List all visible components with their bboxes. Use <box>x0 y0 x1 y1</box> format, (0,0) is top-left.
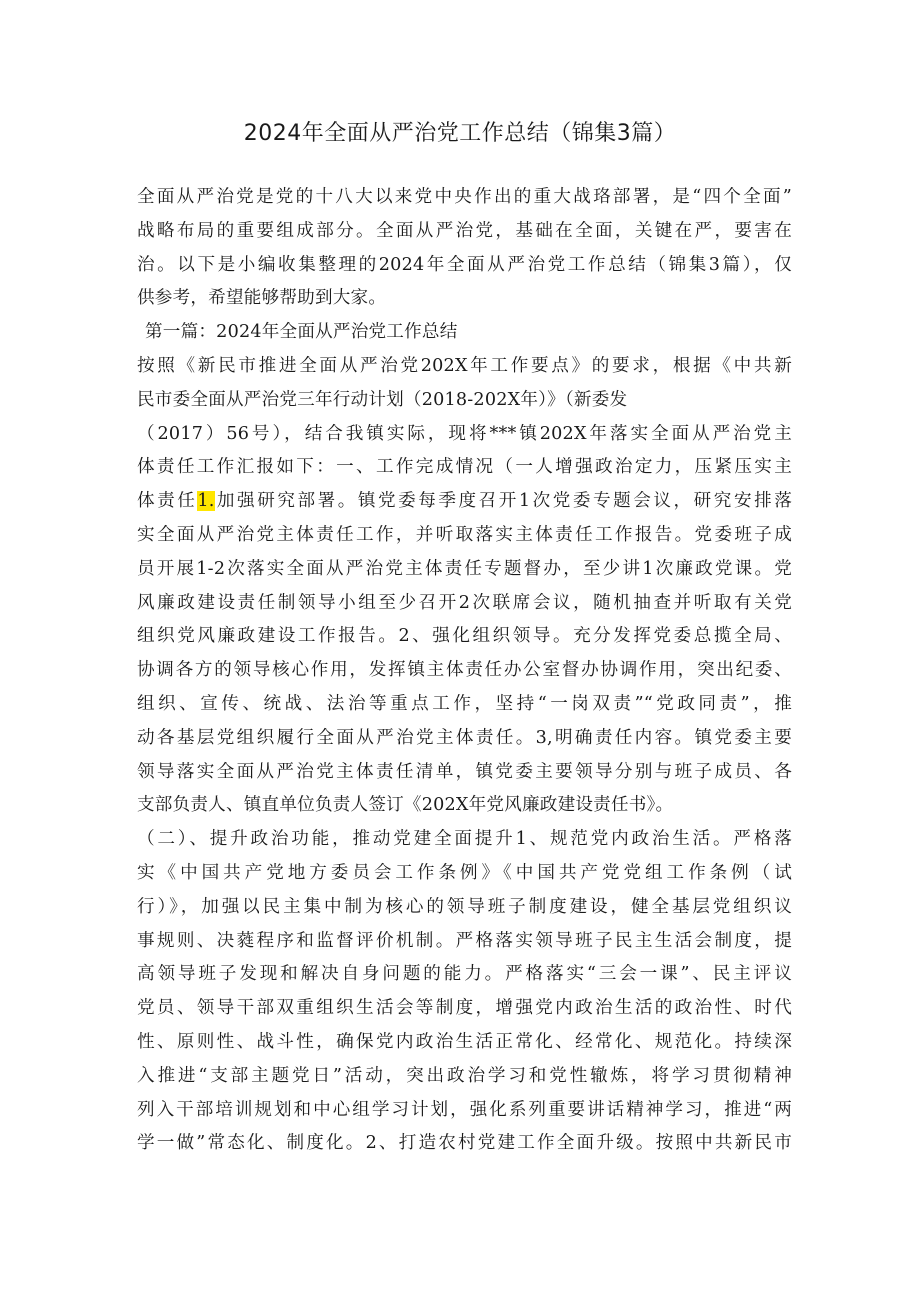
body-line: 支部负责人、镇直单位负责人签订《202X年党风廉政建设责任书》。 <box>137 795 674 816</box>
body-line: 按照《新民市推进全面从严治党202X年工作要点》的要求，根据《中共新 <box>137 356 792 376</box>
body-line: 战略布局的重要组成部分。全面从严治党，基础在全面，关键在严，要害在 <box>137 220 792 241</box>
body-line: 动各基层党组织履行全面从严治党主体责任。3,明确责任内容。镇党委主要 <box>137 727 792 748</box>
body-line: 事规则、决蕤程序和监督评价机制。严格落实领导班子民主生活会制度，提 <box>137 930 792 951</box>
body-line: 实《中国共产党地方委员会工作条例》《中国共产党党组工作条例（试 <box>137 863 792 883</box>
body-line: 列入干部培训规划和中心组学习计划，强化系列重要讲话精神学习，推进“两 <box>137 1099 792 1120</box>
body-line: 民市委全面从严治党三年行动计划（2018-202X年）》（新委发 <box>137 389 628 410</box>
body-line: 协调各方的领导核心作用，发挥镇主体责任办公室督办协调作用，突出纪委、 <box>137 660 792 681</box>
body-text: 加强研究部署。镇党委每季度召开1次党委专题会议，研究安排落 <box>214 491 792 512</box>
body-line: 入推进“支部主题党日”活动，突出政治学习和党性辙炼，将学习贯彻精神 <box>137 1065 792 1086</box>
body-line: 全面从严治党是党的十八大以来党中央作出的重大战珞部署，是“四个全面” <box>137 187 792 207</box>
body-line: 组织党风廉政建设工作报告。2、强化组织领导。充分发挥党委总揽全局、 <box>137 626 792 647</box>
body-line: 性、原则性、战斗性，确保党内政治生活正常化、经常化、规范化。持续深 <box>137 1032 792 1052</box>
body-line: 员开展1-2次落实全面从严治党主体责任专题督办，至少讲1次廉政党课。党 <box>137 558 792 579</box>
body-text: 体责任 <box>137 491 198 512</box>
highlighted-text: 1. <box>197 491 215 512</box>
body-line: 行）》，加强以民主集中制为核心的领导班子制度建设，健全基层党组织议 <box>137 896 792 917</box>
body-line: 实全面从严治党主体责任工作，并听取落实主体责任工作报告。党委班子成 <box>137 525 792 545</box>
body-line: 党员、领导干部双重组织生活会等制度，增强党内政治生活的政治性、时代 <box>137 998 792 1019</box>
body-line: 高领导班子发现和解决自身问题的能力。严格落实“三会一课”、民主评议 <box>137 964 792 985</box>
section-heading: 第一篇：2024年全面从严治党工作总结 <box>145 322 458 343</box>
body-line: 体责任工作汇报如下：一、工作完成情况（一人增强政治定力，压紧压实主 <box>137 457 792 478</box>
body-line <box>137 489 792 513</box>
body-line: 供参考，希望能够帮助到大家。 <box>137 288 387 309</box>
document-title: 2024年全面从严治党工作总结（锦集3篇） <box>243 121 677 146</box>
body-line: （2017）56号），结合我镇实际，现将***镇202X年落实全面从严治党主 <box>137 423 792 444</box>
body-line: 学一做”常态化、制度化。2、打造农村党建工作全面升级。按照中共新民市 <box>137 1133 792 1154</box>
body-line: 组织、宣传、统战、法治等重点工作，坚持“一岗双责”“党政同责”，推 <box>137 694 792 714</box>
body-line: （二）、提升政治功能，推动党建全面提升1、规范党内政治生活。严格落 <box>137 829 792 850</box>
body-line: 领导落实全面从严治党主体责任清单，镇党委主要领导分别与班子成员、各 <box>137 761 792 782</box>
body-line: 治。以下是小编收集整理的2024年全面从严治党工作总结（锦集3篇），仅 <box>137 254 792 275</box>
body-line: 风廉政建设责任制领导小组至少召开2次联席会议，随机抽查并听取有关党 <box>137 592 792 613</box>
